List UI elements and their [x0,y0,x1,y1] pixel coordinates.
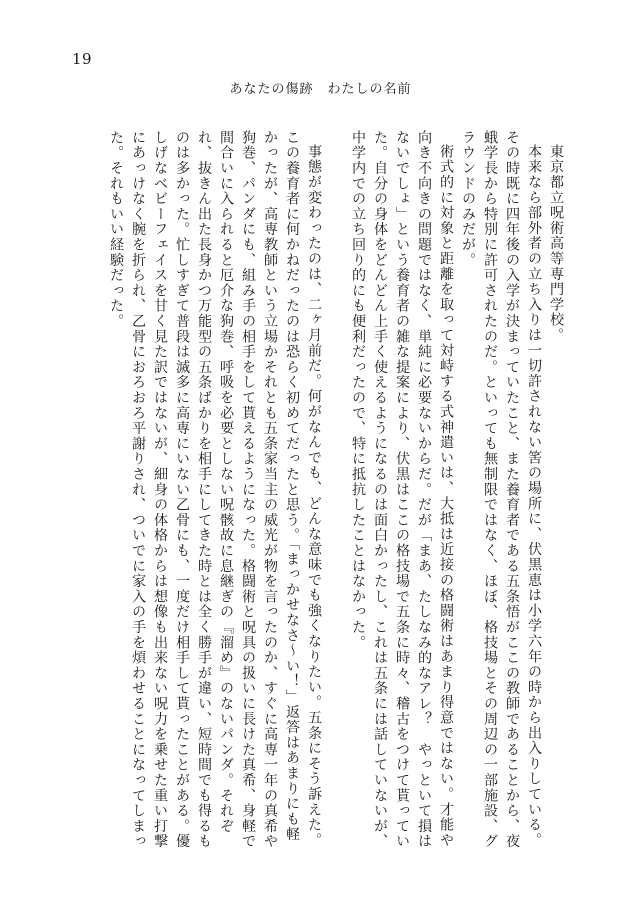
running-header: あなたの傷跡 わたしの名前 [229,82,412,97]
body-text [67,130,567,850]
paragraph: 事態が変わったのは、二ヶ月前だ。何がなんでも、どんな意味でも強くなりたい。五条にそう訴えた。この養育者に何かねだったのは恐らく初めてだったと思う。「まっかせなさ～い！」返答はあまりにも軽かったが、高専教師という立場かそれとも五条家当主の威光が物を言ったのか、すぐに高専一年の真希や狗巻、パンダにも、組み手の相手をして貰えるようになった。格闘術と呪具の扱いに長けた真希、身軽で間合いに入られると厄介な狗巻、呼吸を必要としない呪骸故に息継ぎの『溜め』のないパンダ。それぞれ、抜きん出た長身かつ万能型の五条ばかりを相手にしてきた時とは全く勝手が違い、短時間でも得るものは多かった。忙しすぎて普段は滅多に高専にいない乙骨にも、一度だけ相手して貰ったことがある。優しげなベビーフェイスを甘く見た訳ではないが、細身の体格からは想像も出来ない呪力を乗せた重い打撃にあっけなく腕を折られ、乙骨におろおろ平謝りされ、ついでに家入の手を煩わせることになってしまった。それもいい経験だった。 [108,130,322,850]
paragraph: 東京都立呪術高等専門学校。 [548,144,564,343]
paragraph: 術式的に対象と距離を取って対峙する式神遣いは、大抵は近接の格闘術はあまり得意ではない。才能や向き不向きの問題ではなく、単純に必要ないからだ。だが「まあ、たしなみ的なアレ？ やっといて損はないでしょ」という養育者の雑な提案により、伏黒はここの格技場で五条に時々、稽古をつけて貰っていた。自分の身体をどんどん上手く使えるようになるのは面白かったし、これは五条には話していないが、中学内での立ち回り的にも便利だったので、特に抵抗したことはなかった。 [350,130,454,850]
paragraph: 本来なら部外者の立ち入りは一切許されない筈の場所に、伏黒恵は小学六年の時から出入りしている。その時既に四年後の入学が決まっていたこと、また養育者である五条悟がここの教師であることから、夜蛾学長から特別に許可されたのだ。といっても無制限ではなく、ほぼ、格技場とその周辺の一部施設、グラウンドのみだが。 [460,130,542,850]
page-number: 19 [72,50,93,68]
